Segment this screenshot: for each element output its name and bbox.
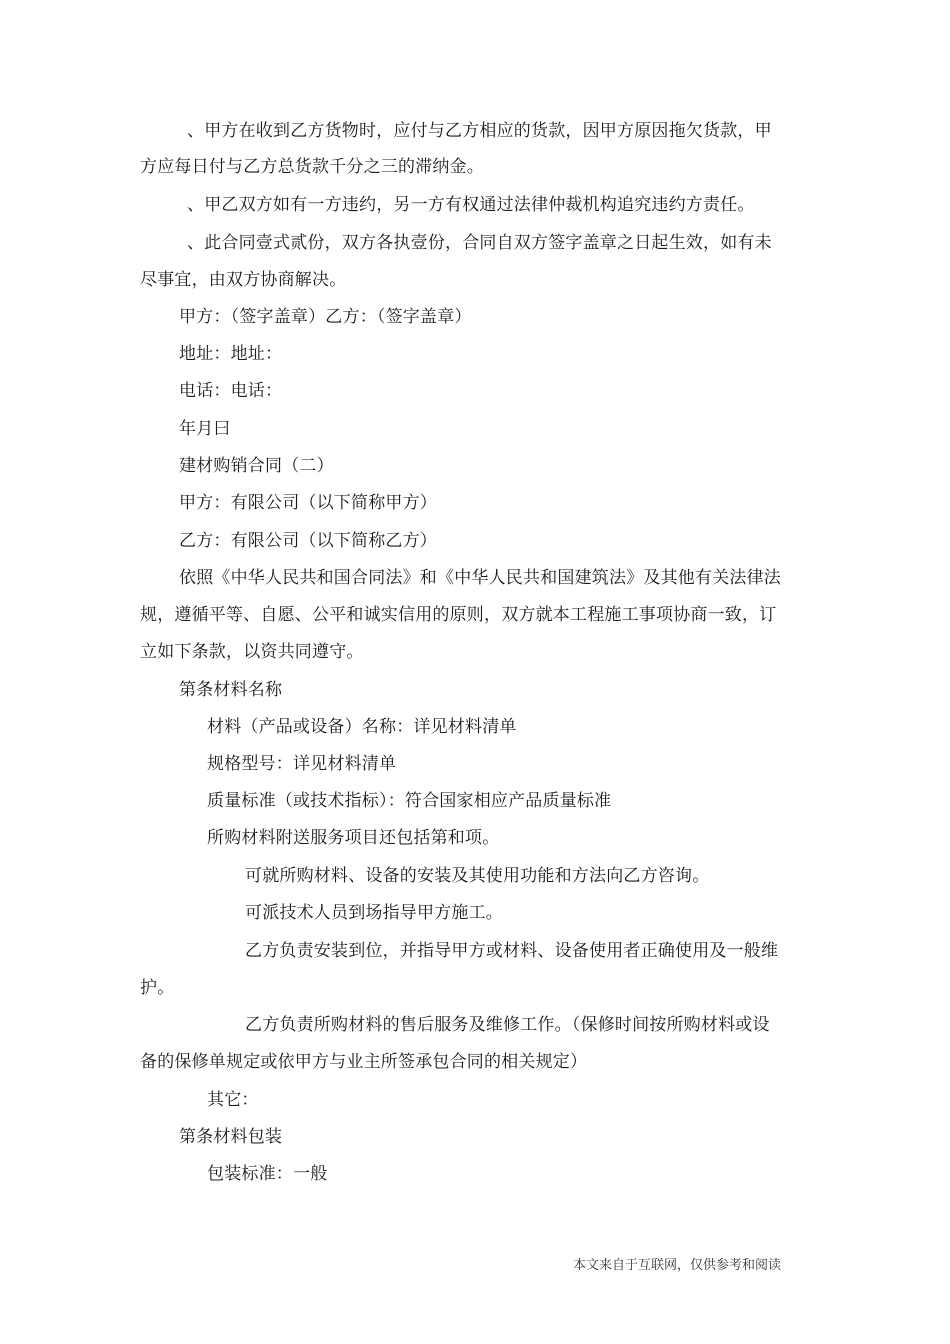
text-line: 、甲方在收到乙方货物时，应付与乙方相应的货款，因甲方原因拖欠货款，甲: [187, 121, 772, 141]
date-line: 年月曰: [179, 419, 231, 439]
footer-note: 本文来自于互联网，仅供参考和阅读: [573, 1258, 782, 1273]
text-line: 规格型号：详见材料清单: [207, 754, 397, 774]
text-line: 方应每日付与乙方总货款千分之三的滞纳金。: [140, 157, 484, 177]
text-line: 、此合同壹式贰份，双方各执壹份，合同自双方签字盖章之日起生效，如有未: [187, 233, 772, 253]
address-line: 地址：地址：: [179, 344, 283, 364]
text-line: 、甲乙双方如有一方违约，另一方有权通过法律仲裁机构追究违约方责任。: [187, 195, 755, 215]
signature-line: 甲方：（签字盖章）乙方：（签字盖章）: [179, 307, 472, 327]
text-line: 质量标准（或技术指标）：符合国家相应产品质量标准: [207, 791, 612, 811]
text-line: 护。: [140, 978, 175, 998]
text-line: 乙方负责所购材料的售后服务及维修工作。（保修时间按所购材料或设: [245, 1015, 770, 1035]
clause-heading: 第条材料名称: [179, 680, 283, 700]
text-line: 规，遵循平等、自愿、公平和诚实信用的原则，双方就本工程施工事项协商一致，订: [140, 605, 777, 625]
text-line: 可就所购材料、设备的安装及其使用功能和方法向乙方咨询。: [245, 866, 710, 886]
text-line: 材料（产品或设备）名称：详见材料清单: [207, 717, 517, 737]
text-line: 乙方负责安装到位，并指导甲方或材料、设备使用者正确使用及一般维: [245, 941, 779, 961]
section-title: 建材购销合同（二）: [179, 456, 334, 476]
party-a-line: 甲方：有限公司（以下简称甲方）: [179, 493, 437, 513]
text-line: 立如下条款，以资共同遵守。: [140, 642, 364, 662]
phone-line: 电话：电话：: [179, 381, 283, 401]
text-line: 依照《中华人民共和国合同法》和《中华人民共和国建筑法》及其他有关法律法: [179, 568, 781, 588]
text-line: 备的保修单规定或依甲方与业主所签承包合同的相关规定）: [140, 1052, 588, 1072]
text-line: 可派技术人员到场指导甲方施工。: [245, 903, 503, 923]
text-line: 所购材料附送服务项目还包括第和项。: [207, 828, 500, 848]
party-b-line: 乙方：有限公司（以下简称乙方）: [179, 531, 437, 551]
text-line: 其它：: [207, 1090, 259, 1110]
text-line: 包装标准：一般: [207, 1164, 328, 1184]
clause-heading: 第条材料包装: [179, 1127, 283, 1147]
text-line: 尽事宜，由双方协商解决。: [140, 270, 347, 290]
